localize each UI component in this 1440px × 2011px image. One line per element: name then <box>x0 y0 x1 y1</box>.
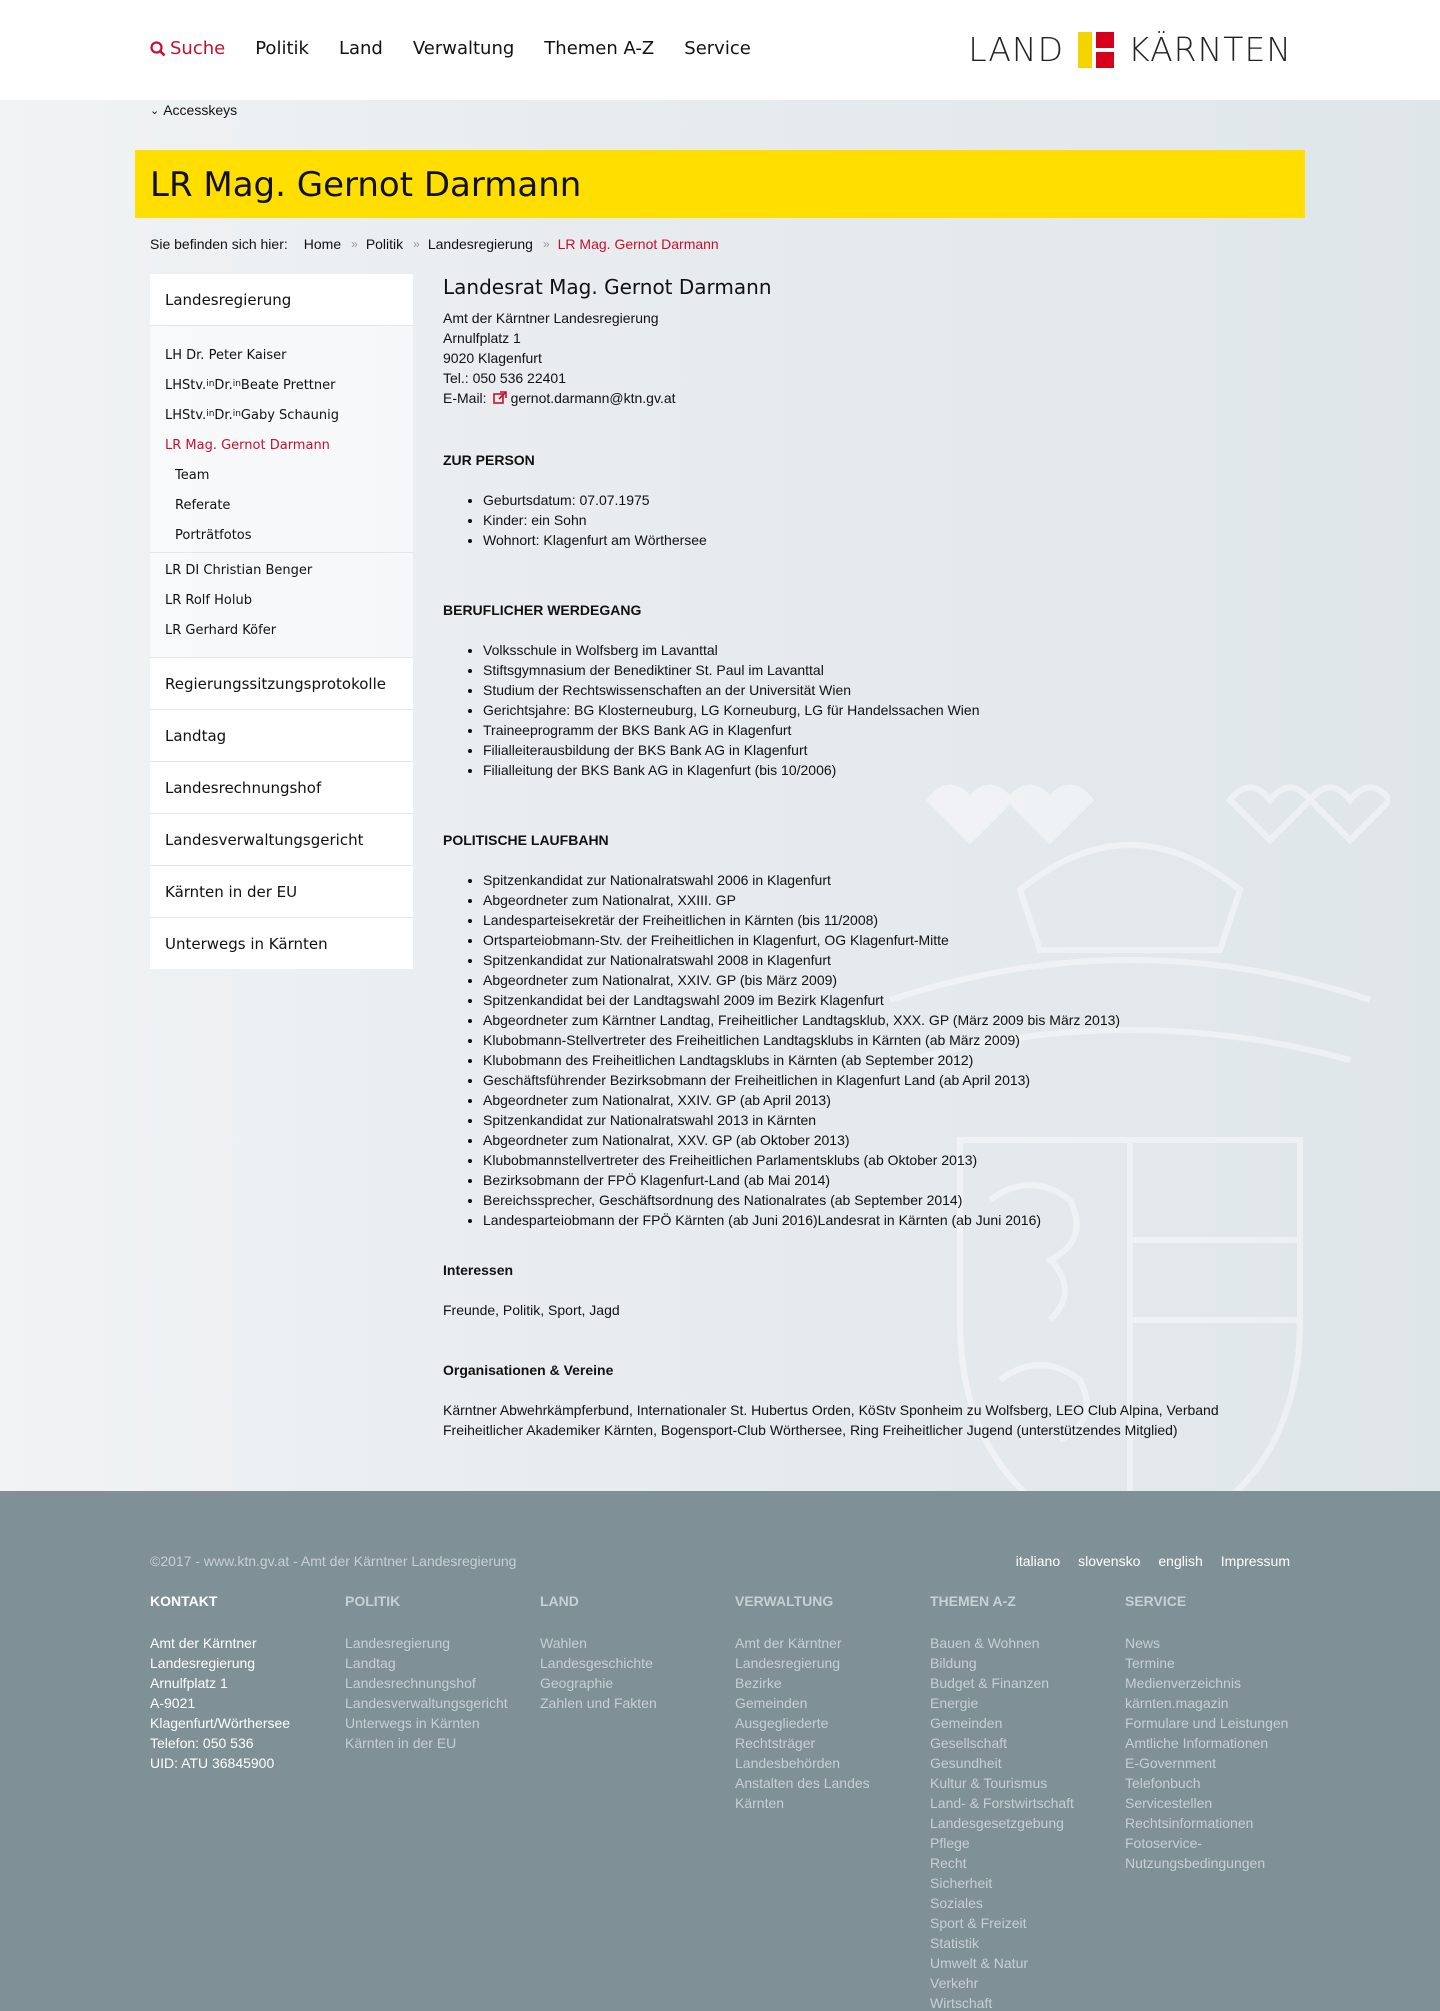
section-heading-person: ZUR PERSON <box>443 452 535 468</box>
footer-text: Amt der Kärntner <box>150 1635 257 1651</box>
footer-col-themen <box>930 1593 1120 2011</box>
list-item: • Spitzenkandidat zur Nationalratswahl 2006 in Klagenfurt <box>483 870 1243 890</box>
list-item: • Traineeprogramm der BKS Bank AG in Klagenfurt <box>483 720 1243 740</box>
sidebar-nav <box>150 274 413 969</box>
lang-italiano[interactable]: italiano <box>1015 1553 1061 1569</box>
accesskeys-toggle[interactable] <box>150 102 237 118</box>
footer-link[interactable]: Umwelt & Natur <box>930 1955 1029 1971</box>
address-line: Arnulfplatz 1 <box>443 330 521 346</box>
footer-link[interactable]: Pflege <box>930 1835 970 1851</box>
breadcrumb-label: Sie befinden sich hier: <box>150 236 288 252</box>
sidebar-submenu <box>150 326 413 657</box>
list-item: • Klubobmann-Stellvertreter des Freiheitlichen Landtagsklubs in Kärnten (ab März 2009) <box>483 1030 1243 1050</box>
footer-link[interactable]: Amtliche Informationen <box>1125 1735 1269 1751</box>
footer-col-service <box>1125 1593 1315 1873</box>
breadcrumb-home[interactable]: Home <box>303 236 342 252</box>
section-heading-org: Organisationen & Vereine <box>443 1362 614 1378</box>
org-text-line: Kärntner Abwehrkämpferbund, Internationaler St. Hubertus Orden, KöStv Sponheim zu Wolfsberg, LEO Club Alpina, Verband <box>443 1402 1219 1418</box>
footer-link[interactable]: Sport & Freizeit <box>930 1915 1027 1931</box>
name-text: Beate Prettner <box>240 377 336 393</box>
footer-col-title: LAND <box>540 1593 579 1609</box>
footer-link[interactable]: Bildung <box>930 1655 977 1671</box>
name-text: Gaby Schaunig <box>240 407 339 423</box>
footer-link[interactable]: Landesgesetzgebung <box>930 1815 1064 1831</box>
footer-link[interactable]: Nutzungsbedingungen <box>1125 1855 1266 1871</box>
title-text: LHStv. <box>165 377 207 393</box>
sidebar-item-portraetfotos[interactable]: Porträtfotos <box>175 527 252 543</box>
sidebar-item-unterwegs[interactable]: Unterwegs in Kärnten <box>150 917 413 969</box>
language-links <box>998 1553 1290 1569</box>
nav-verwaltung[interactable]: Verwaltung <box>412 38 515 59</box>
list-item: • Spitzenkandidat bei der Landtagswahl 2009 im Bezirk Klagenfurt <box>483 990 1243 1010</box>
chevron-right-icon: » <box>351 237 358 251</box>
footer-link[interactable]: Landesgeschichte <box>540 1655 653 1671</box>
sidebar-item-holub[interactable]: LR Rolf Holub <box>165 592 252 608</box>
address-line: 9020 Klagenfurt <box>443 350 542 366</box>
footer-link[interactable]: Rechtsinformationen <box>1125 1815 1254 1831</box>
list-item: • Wohnort: Klagenfurt am Wörthersee <box>483 530 1243 550</box>
footer-link[interactable]: Statistik <box>930 1935 980 1951</box>
list-item: • Spitzenkandidat zur Nationalratswahl 2008 in Klagenfurt <box>483 950 1243 970</box>
page-title-bar <box>135 150 1305 218</box>
sidebar-item-landesregierung[interactable]: Landesregierung <box>150 274 413 326</box>
logo-mark-icon <box>1078 32 1114 68</box>
footer-link[interactable]: Telefonbuch <box>1125 1775 1201 1791</box>
main-content <box>443 274 1243 1440</box>
list-item: • Geburtsdatum: 07.07.1975 <box>483 490 1243 510</box>
list-item: • Gerichtsjahre: BG Klosterneuburg, LG Korneuburg, LG für Handelssachen Wien <box>483 700 1243 720</box>
footer-link[interactable]: Termine <box>1125 1655 1175 1671</box>
footer-link[interactable]: Gemeinden <box>735 1695 808 1711</box>
nav-politik[interactable]: Politik <box>255 38 309 59</box>
footer-link[interactable]: Sicherheit <box>930 1875 993 1891</box>
section-heading-beruf: BERUFLICHER WERDEGANG <box>443 602 642 618</box>
footer-link[interactable]: Landesrechnungshof <box>345 1675 476 1691</box>
footer-col-land <box>540 1593 730 1713</box>
site-header <box>0 0 1440 100</box>
footer-link[interactable]: Unterwegs in Kärnten <box>345 1715 480 1731</box>
sidebar-item-kaiser[interactable]: LH Dr. Peter Kaiser <box>165 347 287 363</box>
search-label: Suche <box>170 38 226 59</box>
list-item: • Abgeordneter zum Nationalrat, XXIV. GP (ab April 2013) <box>483 1090 1243 1110</box>
address-block <box>443 308 1243 408</box>
footer-col-title: SERVICE <box>1125 1593 1187 1609</box>
footer-link[interactable]: Gemeinden <box>930 1715 1003 1731</box>
footer-link[interactable]: Landesregierung <box>735 1655 841 1671</box>
sidebar-item-verwaltungsgericht[interactable]: Landesverwaltungsgericht <box>150 813 413 865</box>
logo-text-kaernten: KÄRNTEN <box>1128 30 1292 69</box>
search-icon <box>150 41 166 57</box>
title-text: Dr. <box>214 377 233 393</box>
footer-text: A-9021 <box>150 1695 196 1711</box>
nav-themen[interactable]: Themen A-Z <box>544 38 655 59</box>
beruf-list <box>443 640 1243 780</box>
list-item: • Volksschule in Wolfsberg im Lavanttal <box>483 640 1243 660</box>
footer-link[interactable]: Rechtsträger <box>735 1735 816 1751</box>
footer-link[interactable]: Kultur & Tourismus <box>930 1775 1048 1791</box>
list-item: • Klubobmann des Freiheitlichen Landtagsklubs in Kärnten (ab September 2012) <box>483 1050 1243 1070</box>
title-text: Dr. <box>214 407 233 423</box>
list-item: • Abgeordneter zum Nationalrat, XXIV. GP (bis März 2009) <box>483 970 1243 990</box>
list-item: • Filialleitung der BKS Bank AG in Klagenfurt (bis 10/2006) <box>483 760 1243 780</box>
footer-link[interactable]: Soziales <box>930 1895 983 1911</box>
list-item: • Spitzenkandidat zur Nationalratswahl 2013 in Kärnten <box>483 1110 1243 1130</box>
footer-link[interactable]: Landesregierung <box>345 1635 451 1651</box>
sidebar-item-prettner[interactable] <box>150 370 413 400</box>
sidebar-item-eu[interactable]: Kärnten in der EU <box>150 865 413 917</box>
list-item: • Abgeordneter zum Nationalrat, XXIII. GP <box>483 890 1243 910</box>
footer-link[interactable]: Budget & Finanzen <box>930 1675 1050 1691</box>
footer-link[interactable]: Kärnten in der EU <box>345 1735 457 1751</box>
sidebar-item-darmann[interactable]: LR Mag. Gernot Darmann <box>165 437 330 453</box>
section-heading-interessen: Interessen <box>443 1262 514 1278</box>
footer-link[interactable]: Formulare und Leistungen <box>1125 1715 1289 1731</box>
accesskeys-label: Accesskeys <box>163 102 238 118</box>
footer-link[interactable]: Bezirke <box>735 1675 782 1691</box>
title-suffix: in <box>206 409 215 419</box>
footer-col-verwaltung <box>735 1593 925 1813</box>
list-item: • Studium der Rechtswissenschaften an der Universität Wien <box>483 680 1243 700</box>
list-item: • Stiftsgymnasium der Benediktiner St. Paul im Lavanttal <box>483 660 1243 680</box>
divider <box>150 552 413 553</box>
breadcrumb-current[interactable]: LR Mag. Gernot Darmann <box>557 236 719 252</box>
lang-slovensko[interactable]: slovensko <box>1078 1553 1141 1569</box>
email-label: E-Mail: <box>443 390 487 406</box>
title-suffix: in <box>206 379 215 389</box>
footer-link[interactable]: Landesverwaltungsgericht <box>345 1695 508 1711</box>
footer-col-title: THEMEN A-Z <box>930 1593 1016 1609</box>
footer-col-title: KONTAKT <box>150 1593 218 1609</box>
person-name: Landesrat Mag. Gernot Darmann <box>443 275 772 299</box>
footer-link[interactable]: News <box>1125 1635 1161 1651</box>
footer-link[interactable]: Kärnten <box>735 1795 785 1811</box>
sidebar-item-koefer[interactable]: LR Gerhard Köfer <box>165 622 277 638</box>
chevron-down-icon: ⌄ <box>150 104 160 117</box>
logo-text-land: LAND <box>968 30 1065 69</box>
footer-link[interactable]: Recht <box>930 1855 967 1871</box>
footer-link[interactable]: E-Government <box>1125 1755 1217 1771</box>
title-suffix: in <box>232 379 241 389</box>
footer-link[interactable]: Gesellschaft <box>930 1735 1008 1751</box>
list-item: • Filialleiterausbildung der BKS Bank AG in Klagenfurt <box>483 740 1243 760</box>
org-text-line: Freiheitlicher Akademiker Kärnten, Bogensport-Club Wörthersee, Ring Freiheitlicher Jugend (unterstützendes Mitglied) <box>443 1422 1178 1438</box>
list-item: • Abgeordneter zum Kärntner Landtag, Freiheitlicher Landtagsklub, XXX. GP (März 2009 bis März 2013) <box>483 1010 1243 1030</box>
footer-text: Klagenfurt/Wörthersee <box>150 1715 291 1731</box>
footer-col-politik <box>345 1593 535 1753</box>
footer-link[interactable]: Servicestellen <box>1125 1795 1213 1811</box>
list-item: • Landesparteiobmann der FPÖ Kärnten (ab Juni 2016)Landesrat in Kärnten (ab Juni 2016) <box>483 1210 1243 1230</box>
breadcrumb-landesregierung[interactable]: Landesregierung <box>427 236 533 252</box>
site-logo[interactable] <box>968 30 1292 69</box>
footer-link[interactable]: Geographie <box>540 1675 614 1691</box>
footer-link[interactable]: kärnten.magazin <box>1125 1695 1229 1711</box>
title-suffix: in <box>232 409 241 419</box>
footer-link[interactable]: Anstalten des Landes <box>735 1775 870 1791</box>
copyright-text: ©2017 - www.ktn.gv.at - Amt der Kärntner Landesregierung <box>150 1553 517 1569</box>
list-item: • Landesparteisekretär der Freiheitlichen in Kärnten (bis 11/2008) <box>483 910 1243 930</box>
address-line: Amt der Kärntner Landesregierung <box>443 310 659 326</box>
list-item: • Abgeordneter zum Nationalrat, XXV. GP (ab Oktober 2013) <box>483 1130 1243 1150</box>
list-item: • Kinder: ein Sohn <box>483 510 1243 530</box>
sidebar-item-team[interactable]: Team <box>175 467 210 483</box>
politik-list <box>443 870 1243 1230</box>
nav-land[interactable]: Land <box>338 38 383 59</box>
list-item: • Klubobmannstellvertreter des Freiheitlichen Parlamentsklubs (ab Oktober 2013) <box>483 1150 1243 1170</box>
email-link[interactable]: gernot.darmann@ktn.gv.at <box>510 390 676 406</box>
nav-service[interactable]: Service <box>684 38 751 59</box>
sidebar-item-benger[interactable]: LR DI Christian Benger <box>165 562 313 578</box>
footer-link[interactable]: Landesbehörden <box>735 1755 841 1771</box>
person-list <box>443 490 1243 550</box>
sidebar-item-landtag[interactable]: Landtag <box>150 709 413 761</box>
page-title: LR Mag. Gernot Darmann <box>150 165 582 205</box>
footer-text: Telefon: 050 536 <box>150 1735 254 1751</box>
footer-link[interactable]: Fotoservice- <box>1125 1835 1203 1851</box>
footer-link[interactable]: Wirtschaft <box>930 1995 993 2011</box>
footer-link[interactable]: Gesundheit <box>930 1755 1002 1771</box>
footer-col-title: VERWALTUNG <box>735 1593 834 1609</box>
footer-link[interactable]: Medienverzeichnis <box>1125 1675 1241 1691</box>
footer-link[interactable]: Ausgegliederte <box>735 1715 829 1731</box>
main-nav <box>150 38 781 59</box>
email-line <box>443 388 1243 408</box>
search-link[interactable] <box>150 38 225 59</box>
lang-english[interactable]: english <box>1158 1553 1203 1569</box>
title-text: LHStv. <box>165 407 207 423</box>
footer-col-title: POLITIK <box>345 1593 401 1609</box>
chevron-right-icon: » <box>413 237 420 251</box>
site-footer <box>0 1491 1440 2011</box>
footer-text: Landesregierung <box>150 1655 256 1671</box>
footer-link[interactable]: Amt der Kärntner <box>735 1635 842 1651</box>
sidebar-item-schaunig[interactable] <box>150 400 413 430</box>
impressum-link[interactable]: Impressum <box>1220 1553 1290 1569</box>
footer-link[interactable]: Energie <box>930 1695 979 1711</box>
chevron-right-icon: » <box>542 237 550 251</box>
list-item: • Bezirksobmann der FPÖ Klagenfurt-Land (ab Mai 2014) <box>483 1170 1243 1190</box>
sidebar-item-rechnungshof[interactable]: Landesrechnungshof <box>150 761 413 813</box>
footer-text: UID: ATU 36845900 <box>150 1755 275 1771</box>
external-link-icon <box>493 391 507 405</box>
footer-link[interactable]: Land- & Forstwirtschaft <box>930 1795 1074 1811</box>
list-item: • Bereichssprecher, Geschäftsordnung des Nationalrates (ab September 2014) <box>483 1190 1243 1210</box>
footer-link[interactable]: Verkehr <box>930 1975 979 1991</box>
list-item: • Ortsparteiobmann-Stv. der Freiheitlichen in Klagenfurt, OG Klagenfurt-Mitte <box>483 930 1243 950</box>
interessen-text: Freunde, Politik, Sport, Jagd <box>443 1302 620 1318</box>
sidebar-item-protokolle[interactable]: Regierungssitzungsprotokolle <box>150 657 413 709</box>
footer-text: Arnulfplatz 1 <box>150 1675 228 1691</box>
section-heading-politik: POLITISCHE LAUFBAHN <box>443 832 609 848</box>
breadcrumb-politik[interactable]: Politik <box>365 236 404 252</box>
footer-link[interactable]: Landtag <box>345 1655 396 1671</box>
breadcrumb <box>150 236 727 252</box>
footer-link[interactable]: Bauen & Wohnen <box>930 1635 1040 1651</box>
footer-link[interactable]: Wahlen <box>540 1635 587 1651</box>
phone-line: Tel.: 050 536 22401 <box>443 370 566 386</box>
sidebar-item-referate[interactable]: Referate <box>175 497 231 513</box>
footer-link[interactable]: Zahlen und Fakten <box>540 1695 657 1711</box>
list-item: • Geschäftsführender Bezirksobmann der Freiheitlichen in Klagenfurt Land (ab April 2013) <box>483 1070 1243 1090</box>
footer-col-kontakt <box>150 1593 340 1773</box>
